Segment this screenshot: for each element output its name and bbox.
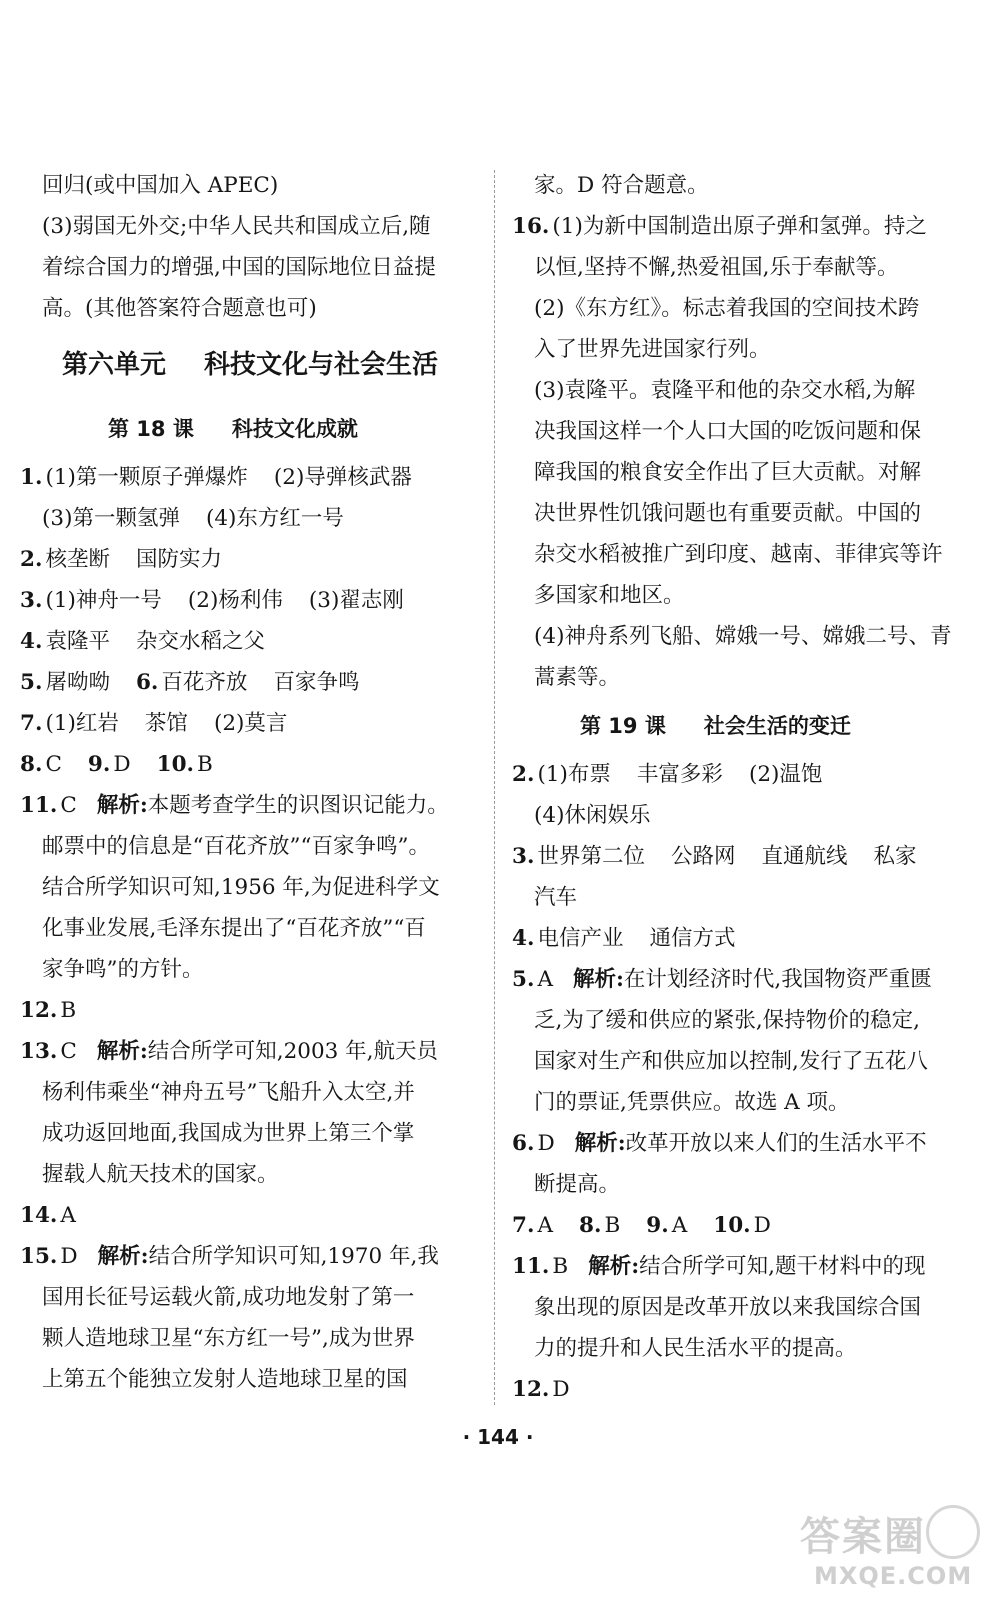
answer-text: 百花齐放 <box>161 670 248 695</box>
question-number: 12. <box>20 998 58 1023</box>
answer-item <box>20 539 478 580</box>
analysis-label: 解析: <box>96 793 148 818</box>
answer-text: (1)红岩 <box>45 711 119 736</box>
question-number: 14. <box>20 1203 58 1228</box>
question-number: 13. <box>20 1039 58 1064</box>
analysis-text: 本题考查学生的识图识记能力。 <box>147 793 449 818</box>
analysis-line: 杨利伟乘坐“神舟五号”飞船升入太空,并 <box>42 1080 415 1105</box>
analysis-label: 解析: <box>97 1244 149 1269</box>
answer-text: (2)温饱 <box>748 762 823 787</box>
question-number: 3. <box>20 588 43 613</box>
watermark-text: 答案圈 <box>800 1514 926 1560</box>
answer-item <box>512 795 980 836</box>
answer-text: A <box>60 1203 76 1228</box>
question-number: 5. <box>512 967 535 992</box>
answer-line: 入了世界先进国家行列。 <box>534 337 771 362</box>
answer-item <box>512 959 980 1000</box>
answer-item <box>20 990 478 1031</box>
answer-item <box>20 785 478 826</box>
left-column <box>20 165 478 1400</box>
answer-text: 公路网 <box>670 844 736 869</box>
answer-text: (1)神舟一号 <box>45 588 162 613</box>
question-number: 11. <box>512 1254 550 1279</box>
answer-line: 决我国这样一个人口大国的吃饭问题和保 <box>534 419 922 444</box>
answer-text: D <box>552 1377 570 1402</box>
answer-item <box>512 206 980 247</box>
answer-text: B <box>60 998 77 1023</box>
answer-text: (2)杨利伟 <box>187 588 283 613</box>
answer-text: (2)莫言 <box>213 711 288 736</box>
answer-text: 百家争鸣 <box>273 670 360 695</box>
text-line: 高。(其他答案符合题意也可) <box>42 296 317 321</box>
analysis-line: 国家对生产和供应加以控制,发行了五花八 <box>534 1049 928 1074</box>
analysis-line: 象出现的原因是改革开放以来我国综合国 <box>534 1295 922 1320</box>
analysis-label: 解析: <box>572 967 624 992</box>
answer-item <box>20 1236 478 1277</box>
question-number: 12. <box>512 1377 550 1402</box>
answer-item <box>512 1369 980 1410</box>
answer-text: 国防实力 <box>135 547 222 572</box>
answer-item <box>20 621 478 662</box>
analysis-line: 乏,为了缓和供应的紧张,保持物价的稳定, <box>534 1008 921 1033</box>
analysis-line: 握载人航天技术的国家。 <box>42 1162 279 1187</box>
answer-text: C <box>60 793 77 818</box>
watermark-circle-icon <box>926 1505 980 1559</box>
answer-text: 核垄断 <box>45 547 110 572</box>
answer-text: D <box>60 1244 78 1269</box>
answer-text: (3)第一颗氢弹 <box>42 506 180 531</box>
lesson-title: 科技文化成就 <box>231 417 358 441</box>
question-number: 16. <box>512 214 550 239</box>
lesson-heading <box>512 698 980 754</box>
unit-heading <box>20 329 478 401</box>
text-line: 着综合国力的增强,中国的国际地位日益提 <box>42 255 436 280</box>
question-number: 6. <box>512 1131 535 1156</box>
answer-text: 袁隆平 <box>45 629 110 654</box>
answer-text: 汽车 <box>534 885 578 910</box>
answer-item <box>20 703 478 744</box>
analysis-line: 家争鸣”的方针。 <box>42 957 204 982</box>
answer-line: 以恒,坚持不懈,热爱祖国,乐于奉献等。 <box>534 255 899 280</box>
analysis-line: 颗人造地球卫星“东方红一号”,成为世界 <box>42 1326 415 1351</box>
question-number: 4. <box>20 629 43 654</box>
analysis-label: 解析: <box>96 1039 148 1064</box>
answer-item <box>20 580 478 621</box>
lesson-number: 第 19 课 <box>580 714 666 738</box>
answer-text: (4)休闲娱乐 <box>534 803 651 828</box>
question-number: 7. <box>512 1213 535 1238</box>
answer-line: 杂交水稻被推广到印度、越南、菲律宾等许 <box>534 542 943 567</box>
answer-text: 直通航线 <box>761 844 848 869</box>
answer-text: (2)导弹核武器 <box>273 465 412 490</box>
answer-text: 丰富多彩 <box>636 762 723 787</box>
question-number: 8. <box>20 752 43 777</box>
analysis-line: 门的票证,凭票供应。故选 A 项。 <box>534 1090 850 1115</box>
question-number: 4. <box>512 926 535 951</box>
analysis-text: 结合所学可知,2003 年,航天员 <box>147 1039 439 1064</box>
watermark-logo <box>800 1505 990 1597</box>
question-number: 2. <box>512 762 535 787</box>
question-number: 11. <box>20 793 58 818</box>
answer-text: 世界第二位 <box>537 844 645 869</box>
answer-text: 私家 <box>873 844 917 869</box>
analysis-line: 结合所学知识可知,1956 年,为促进科学文 <box>42 875 440 900</box>
question-number: 6. <box>135 670 159 695</box>
question-number: 10. <box>156 752 195 777</box>
analysis-text: 结合所学可知,题干材料中的现 <box>639 1254 926 1279</box>
question-number: 15. <box>20 1244 58 1269</box>
answer-text: A <box>671 1213 688 1238</box>
answer-text: (1)为新中国制造出原子弹和氢弹。持之 <box>552 214 927 239</box>
answer-item <box>512 1205 980 1246</box>
lesson-heading <box>20 401 478 457</box>
answer-text: (1)第一颗原子弹爆炸 <box>45 465 248 490</box>
answer-text: C <box>45 752 62 777</box>
analysis-line: 断提高。 <box>534 1172 621 1197</box>
watermark-url: MXQE.COM <box>814 1562 973 1590</box>
question-number: 2. <box>20 547 43 572</box>
column-divider <box>494 170 495 1405</box>
answer-line: 决世界性饥饿问题也有重要贡献。中国的 <box>534 501 922 526</box>
answer-text: 电信产业 <box>537 926 624 951</box>
answer-text: B <box>197 752 213 777</box>
answer-item <box>512 877 980 918</box>
answer-item <box>20 662 478 703</box>
text-line: 家。D 符合题意。 <box>534 173 709 198</box>
answer-text: 杂交水稻之父 <box>135 629 265 654</box>
lesson-number: 第 18 课 <box>108 417 194 441</box>
unit-subtitle: 科技文化与社会生活 <box>204 350 439 380</box>
answer-item <box>20 1195 478 1236</box>
question-number: 9. <box>646 1213 669 1238</box>
answer-text: D <box>753 1213 771 1238</box>
answer-text: C <box>60 1039 77 1064</box>
answer-text: 茶馆 <box>144 711 188 736</box>
answer-item <box>512 918 980 959</box>
answer-text: B <box>552 1254 569 1279</box>
right-column <box>512 165 980 1410</box>
answer-item <box>20 498 478 539</box>
answer-text: (4)东方红一号 <box>205 506 344 531</box>
analysis-label: 解析: <box>588 1254 640 1279</box>
question-number: 9. <box>87 752 111 777</box>
question-number: 7. <box>20 711 43 736</box>
lesson-title: 社会生活的变迁 <box>703 714 851 738</box>
answer-item <box>512 754 980 795</box>
analysis-line: 邮票中的信息是“百花齐放”“百家争鸣”。 <box>42 834 430 859</box>
answer-text: D <box>537 1131 555 1156</box>
analysis-text: 改革开放以来人们的生活水平不 <box>625 1131 927 1156</box>
answer-text: A <box>537 967 553 992</box>
analysis-line: 成功返回地面,我国成为世界上第三个掌 <box>42 1121 415 1146</box>
answer-item <box>20 457 478 498</box>
answer-line: (3)袁隆平。袁隆平和他的杂交水稻,为解 <box>534 378 916 403</box>
analysis-line: 化事业发展,毛泽东提出了“百花齐放”“百 <box>42 916 426 941</box>
answer-line: 障我国的粮食安全作出了巨大贡献。对解 <box>534 460 922 485</box>
question-number: 8. <box>578 1213 602 1238</box>
analysis-text: 结合所学知识可知,1970 年,我 <box>148 1244 439 1269</box>
text-line: (3)弱国无外交;中华人民共和国成立后,随 <box>42 214 431 239</box>
analysis-text: 在计划经济时代,我国物资严重匮 <box>623 967 932 992</box>
answer-text: 通信方式 <box>649 926 736 951</box>
answer-item <box>512 1123 980 1164</box>
analysis-line: 国用长征号运载火箭,成功地发射了第一 <box>42 1285 415 1310</box>
answer-item <box>512 836 980 877</box>
answer-item <box>20 744 478 785</box>
question-number: 3. <box>512 844 535 869</box>
answer-item <box>512 1246 980 1287</box>
answer-text: 屠呦呦 <box>45 670 110 695</box>
answer-line: 多国家和地区。 <box>534 583 685 608</box>
answer-text: B <box>604 1213 621 1238</box>
answer-line: (2)《东方红》。标志着我国的空间技术跨 <box>534 296 920 321</box>
page-number: · 144 · <box>462 1425 534 1449</box>
analysis-label: 解析: <box>574 1131 626 1156</box>
answer-text: (1)布票 <box>537 762 611 787</box>
answer-text: D <box>113 752 131 777</box>
question-number: 1. <box>20 465 43 490</box>
analysis-line: 力的提升和人民生活水平的提高。 <box>534 1336 857 1361</box>
answer-item <box>20 1031 478 1072</box>
question-number: 5. <box>20 670 43 695</box>
answer-text: (3)翟志刚 <box>308 588 404 613</box>
unit-title: 第六单元 <box>62 350 167 380</box>
answer-text: A <box>537 1213 553 1238</box>
answer-line: (4)神舟系列飞船、嫦娥一号、嫦娥二号、青 <box>534 624 952 649</box>
analysis-line: 上第五个能独立发射人造地球卫星的国 <box>42 1367 408 1392</box>
text-line: 回归(或中国加入 APEC) <box>42 173 279 198</box>
question-number: 10. <box>713 1213 751 1238</box>
answer-line: 蒿素等。 <box>534 665 621 690</box>
